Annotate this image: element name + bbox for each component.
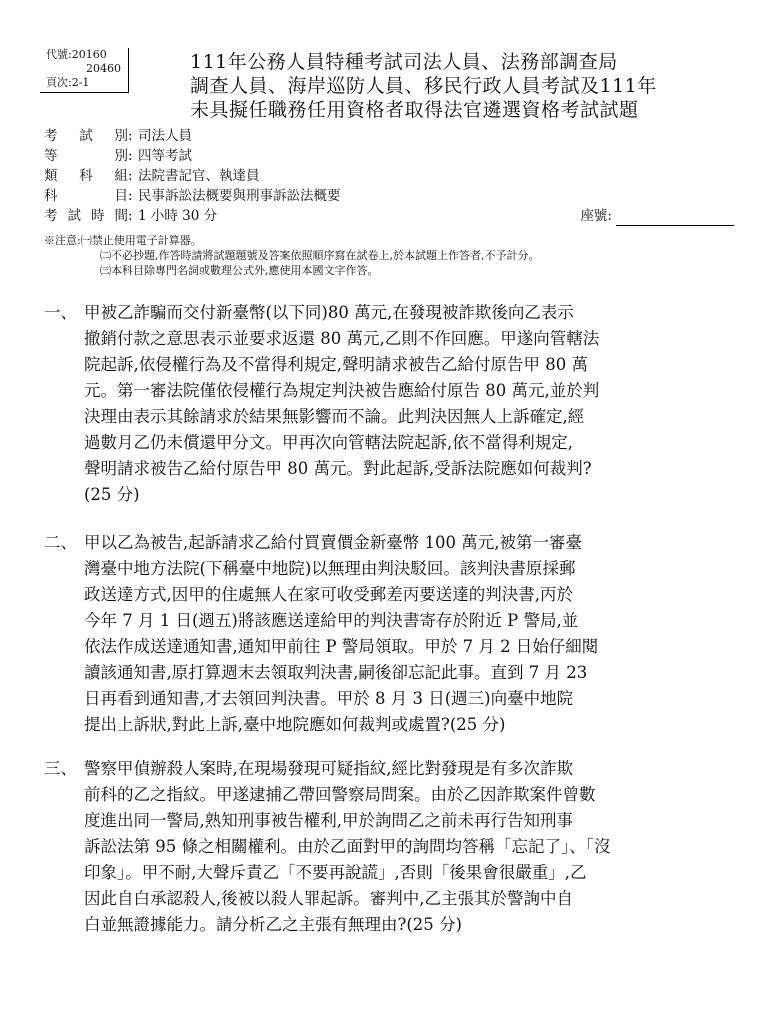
exam-info-row: 考 試 別 : 司法人員: [44, 128, 192, 144]
question-1: [44, 300, 734, 508]
exam-info-label-char: 別: [114, 128, 128, 144]
question-3: [44, 756, 734, 938]
exam-info-label-char: 考: [44, 208, 58, 224]
question-2: [44, 530, 734, 738]
exam-info-label: [44, 126, 128, 146]
seat-number: [580, 206, 734, 226]
exam-info-row: 考 試 時 間 : 1 小時 30 分: [44, 208, 218, 224]
question-number: 一、: [44, 303, 77, 322]
exam-title: [190, 50, 660, 122]
question-line: 依法作成送達通知書,通知甲前往 P 警局領取。甲於 7 月 2 日始仔細閱: [84, 637, 599, 656]
exam-info-label: [44, 146, 128, 166]
question-line: 讀該通知書,原打算週末去領取判決書,嗣後卻忘記此事。直到 7 月 23: [84, 663, 588, 682]
exam-code-box: [40, 48, 129, 93]
seat-number-label: 座號:: [580, 208, 612, 224]
title-line: 未具擬任職務任用資格者取得法官遴選資格考試試題: [190, 99, 639, 121]
question-number: 二、: [44, 533, 77, 552]
question-text: [84, 300, 734, 508]
title-line: 調查人員、海岸巡防人員、移民行政人員考試及111年: [190, 75, 657, 97]
question-text: [84, 756, 734, 938]
question-line: 今年 7 月 1 日(週五)將該應送達給甲的判決書寄存於附近 P 警局,並: [84, 611, 579, 630]
exam-info: [44, 126, 734, 226]
question-line: 院起訴,依侵權行為及不當得利規定,聲明請求被告乙給付原告甲 80 萬: [84, 355, 588, 374]
exam-info-label-char: 類: [44, 168, 58, 184]
exam-notes: [44, 233, 734, 278]
exam-info-label: [44, 186, 128, 206]
exam-info-value: 1 小時 30 分: [138, 208, 218, 224]
question-line: 政送達方式,因甲的住處無人在家可收受郵差丙要送達的判決書,丙於: [84, 585, 573, 604]
question-line: 警察甲偵辦殺人案時,在現場發現可疑指紋,經比對發現是有多次詐欺: [84, 759, 573, 778]
exam-info-value: 法院書記官、執達員: [138, 168, 260, 184]
exam-info-label: [44, 166, 128, 186]
question-line: 前科的乙之指紋。甲遂逮捕乙帶回警察局問案。由於乙因詐欺案件曾數: [84, 785, 596, 804]
question-line: 元。第一審法院僅依侵權行為規定判決被告應給付原告 80 萬元,並於判: [84, 381, 600, 400]
seat-number-blank: [616, 208, 734, 226]
question-number: 三、: [44, 759, 77, 778]
question-line: 訴訟法第 95 條之相關權利。由於乙面對甲的詢問均答稱「忘記了」、「沒: [84, 837, 611, 856]
exam-info-label-char: 別: [114, 148, 128, 164]
exam-code-line-2: 20460: [86, 62, 121, 75]
exam-code-line-1: 代號:20160: [46, 48, 107, 61]
note-item: ㈡不必抄題,作答時請將試題題號及答案依照順序寫在試卷上,於本試題上作答者,不予計分。: [100, 249, 540, 262]
question-line: 撤銷付款之意思表示並要求返還 80 萬元,乙則不作回應。甲遂向管轄法: [84, 329, 600, 348]
question-line: 決理由表示其餘請求於結果無影響而不論。此判決因無人上訴確定,經: [84, 407, 585, 426]
question-line: 度進出同一警局,熟知刑事被告權利,甲於詢問乙之前未再行告知刑事: [84, 811, 573, 830]
exam-info-label-char: 目: [114, 188, 128, 204]
question-line: 日再看到通知書,才去領回判決書。甲於 8 月 3 日(週三)向臺中地院: [84, 689, 574, 708]
exam-info-label-char: 科: [44, 188, 58, 204]
exam-info-value: 四等考試: [138, 148, 192, 164]
question-line: (25 分): [84, 485, 140, 504]
exam-info-label-char: 試: [67, 208, 81, 224]
exam-info-label-char: 考: [44, 128, 58, 144]
exam-info-label-char: 時: [91, 208, 105, 224]
exam-info-label-char: 間: [114, 208, 128, 224]
question-text: [84, 530, 734, 738]
exam-info-value: 民事訴訟法概要與刑事訴訟法概要: [138, 188, 341, 204]
exam-info-label-char: 科: [79, 168, 93, 184]
exam-info-row: 類 科 組 : 法院書記官、執達員: [44, 168, 260, 184]
question-line: 甲以乙為被告,起訴請求乙給付買賣價金新臺幣 100 萬元,被第一審臺: [84, 533, 582, 552]
question-line: 過數月乙仍未償還甲分文。甲再次向管轄法院起訴,依不當得利規定,: [84, 433, 573, 452]
exam-info-label-char: 組: [114, 168, 128, 184]
exam-info-row: 科 目 : 民事訴訟法概要與刑事訴訟法概要: [44, 188, 341, 204]
question-line: 因此自白承認殺人,後被以殺人罪起訴。審判中,乙主張其於警詢中自: [84, 889, 573, 908]
question-line: 聲明請求被告乙給付原告甲 80 萬元。對此起訴,受訴法院應如何裁判?: [84, 459, 592, 478]
exam-info-row: 等 別 : 四等考試: [44, 148, 192, 164]
page-number: 頁次:2-1: [46, 76, 90, 89]
question-line: 印象」。甲不耐,大聲斥責乙「不要再說謊」,否則「後果會很嚴重」,乙: [84, 863, 587, 882]
note-item: ※注意:㈠禁止使用電子計算器。: [44, 234, 202, 247]
question-line: 甲被乙詐騙而交付新臺幣(以下同)80 萬元,在發現被詐欺後向乙表示: [84, 303, 574, 322]
note-item: ㈢本科目除專門名詞或數理公式外,應使用本國文字作答。: [100, 264, 379, 277]
question-line: 白並無證據能力。請分析乙之主張有無理由?(25 分): [84, 915, 462, 934]
question-line: 灣臺中地方法院(下稱臺中地院)以無理由判決駁回。該判決書原採郵: [84, 559, 576, 578]
question-line: 提出上訴狀,對此上訴,臺中地院應如何裁判或處置?(25 分): [84, 715, 506, 734]
title-line: 111年公務人員特種考試司法人員、法務部調查局: [190, 51, 618, 73]
exam-info-label-char: 試: [79, 128, 93, 144]
exam-info-label: [44, 206, 128, 226]
exam-info-value: 司法人員: [138, 128, 192, 144]
exam-info-label-char: 等: [44, 148, 58, 164]
